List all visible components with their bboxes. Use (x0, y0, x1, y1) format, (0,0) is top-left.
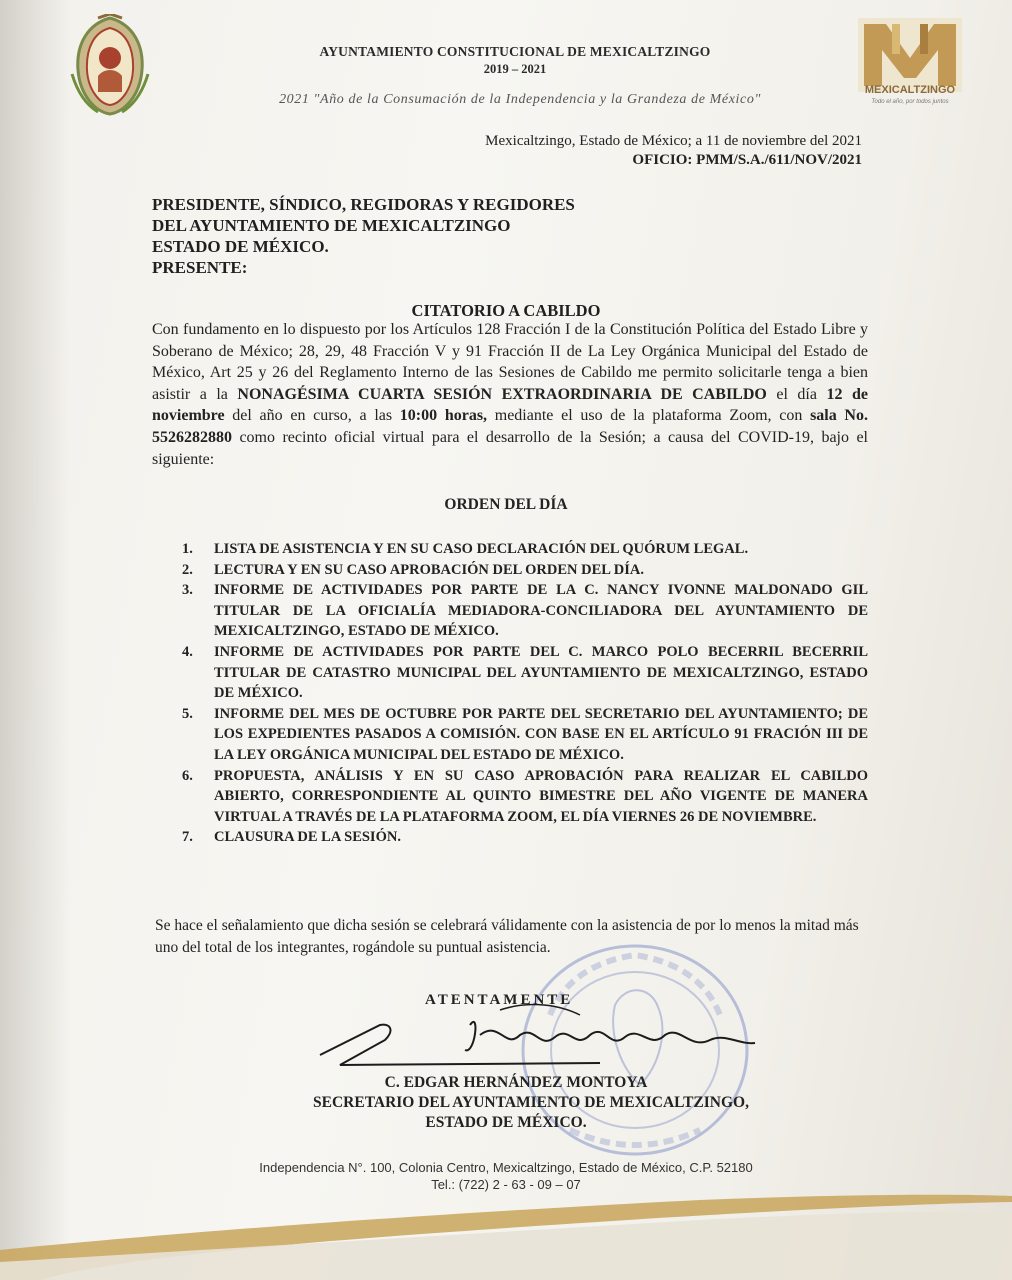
footer-telephone: Tel.: (722) 2 - 63 - 09 – 07 (431, 1177, 581, 1192)
body-text: como recinto oficial virtual para el desarrollo de la Sesión; a causa del COVID-19, bajo el siguiente: (152, 428, 868, 468)
logo-slogan: Todo el año, por todos juntos (871, 99, 949, 105)
agenda-number: 5. (182, 705, 193, 722)
body-bold: 10:00 horas, (399, 407, 488, 425)
agenda-item (172, 704, 868, 766)
handwritten-signature (300, 995, 780, 1085)
signer-state: ESTADO DE MÉXICO. (425, 1114, 587, 1131)
agenda-number: 3. (182, 582, 193, 599)
recipient-line: ESTADO DE MÉXICO. (152, 237, 329, 256)
citatorio-body (152, 319, 868, 470)
atentamente-label: ATENTAMENTE (425, 992, 574, 1008)
agenda-list (172, 539, 868, 848)
recipient-line: PRESENTE: (152, 258, 248, 277)
place-date: Mexicaltzingo, Estado de México; a 11 de noviembre del 2021 (485, 133, 862, 149)
body-text: Con fundamento en lo dispuesto por los Artículos 128 Fracción I de la Constitución Política del Estado Libre y Soberano de México; 28, 29, 48 Fracción V y 91 Fracción II de La Ley Orgánica Municipal del Estado de México, Art 25 y 26 del Reglamento Interno de las Sesiones de Cabildo me permito solicitarle tenga a bien asistir a la (152, 321, 868, 403)
decorative-gold-swoosh (0, 1180, 1012, 1280)
recipient-line: PRESIDENTE, SÍNDICO, REGIDORAS Y REGIDORES (152, 195, 575, 214)
agenda-number: 4. (182, 643, 193, 660)
header-motto: 2021 "Año de la Consumación de la Independencia y la Grandeza de México" (279, 92, 761, 107)
footer-address: Independencia N°. 100, Colonia Centro, Mexicaltzingo, Estado de México, C.P. 52180 (259, 1160, 753, 1175)
agenda-text: INFORME DEL MES DE OCTUBRE POR PARTE DEL SECRETARIO DEL AYUNTAMIENTO; DE LOS EXPEDIENTES PASADOS A COMISIÓN. CON BASE EN EL ARTÍCULO 91 FRACIÓN III DE LA LEY ORGÁNICA MUNICIPAL DEL ESTADO DE MÉXICO. (214, 705, 868, 763)
closing-paragraph: Se hace el señalamiento que dicha sesión se celebrará válidamente con la asistencia de por lo menos la mitad más uno del total de los integrantes, rogándole su puntual asistencia. (155, 917, 859, 956)
agenda-number: 6. (182, 767, 193, 784)
recipients-block (152, 194, 575, 278)
agenda-text: INFORME DE ACTIVIDADES POR PARTE DEL C. MARCO POLO BECERRIL BECERRIL TITULAR DE CATASTRO MUNICIPAL DEL AYUNTAMIENTO DE MEXICALTZINGO, ESTADO DE MÉXICO. (214, 643, 868, 702)
agenda-item (172, 580, 868, 642)
agenda-text: LISTA DE ASISTENCIA Y EN SU CASO DECLARACIÓN DEL QUÓRUM LEGAL. (214, 541, 749, 557)
recipient-line: DEL AYUNTAMIENTO DE MEXICALTZINGO (152, 216, 511, 235)
body-bold: NONAGÉSIMA CUARTA SESIÓN EXTRAORDINARIA DE CABILDO (237, 385, 767, 403)
agenda-number: 7. (182, 829, 193, 846)
agenda-text: INFORME DE ACTIVIDADES POR PARTE DE LA C. NANCY IVONNE MALDONADO GIL TITULAR DE LA OFICIALÍA MEDIADORA-CONCILIADORA DEL AYUNTAMIENTO DE MEXICALTZINGO, ESTADO DE MÉXICO. (214, 582, 868, 640)
agenda-item (172, 642, 868, 704)
logo-name: MEXICALTZINGO (864, 84, 956, 96)
header-years: 2019 – 2021 (483, 62, 547, 76)
municipal-crest-icon (68, 14, 152, 118)
agenda-item (172, 827, 868, 848)
agenda-number: 1. (182, 541, 193, 557)
agenda-item (172, 539, 868, 560)
agenda-item (172, 766, 868, 828)
body-text: mediante el uso de la plataforma Zoom, con (487, 407, 811, 425)
agenda-item (172, 560, 868, 581)
orden-del-dia-title: ORDEN DEL DÍA (444, 496, 568, 513)
agenda-text: LECTURA Y EN SU CASO APROBACIÓN DEL ORDEN DEL DÍA. (214, 561, 644, 578)
body-text: el día (766, 385, 827, 403)
agenda-text: PROPUESTA, ANÁLISIS Y EN SU CASO APROBACIÓN PARA REALIZAR EL CABILDO ABIERTO, CORRESPONDIENTE AL QUINTO BIMESTRE DEL AÑO VIGENTE DE MANERA VIRTUAL A TRAVÉS DE LA PLATAFORMA ZOOM, EL DÍA VIERNES 26 DE NOVIEMBRE. (214, 767, 868, 825)
body-bold: 12 de noviembre (152, 385, 869, 425)
body-bold: sala No. 5526282880 (152, 407, 868, 446)
oficio-number: OFICIO: PMM/S.A./611/NOV/2021 (632, 152, 862, 168)
signer-role: SECRETARIO DEL AYUNTAMIENTO DE MEXICALTZINGO, (313, 1094, 749, 1111)
header-title: AYUNTAMIENTO CONSTITUCIONAL DE MEXICALTZINGO (319, 44, 711, 59)
signer-name: C. EDGAR HERNÁNDEZ MONTOYA (384, 1074, 648, 1091)
citatorio-title: CITATORIO A CABILDO (411, 301, 601, 320)
agenda-number: 2. (182, 561, 193, 578)
body-text: del año en curso, a las (224, 407, 400, 425)
agenda-text: CLAUSURA DE LA SESIÓN. (214, 829, 401, 846)
